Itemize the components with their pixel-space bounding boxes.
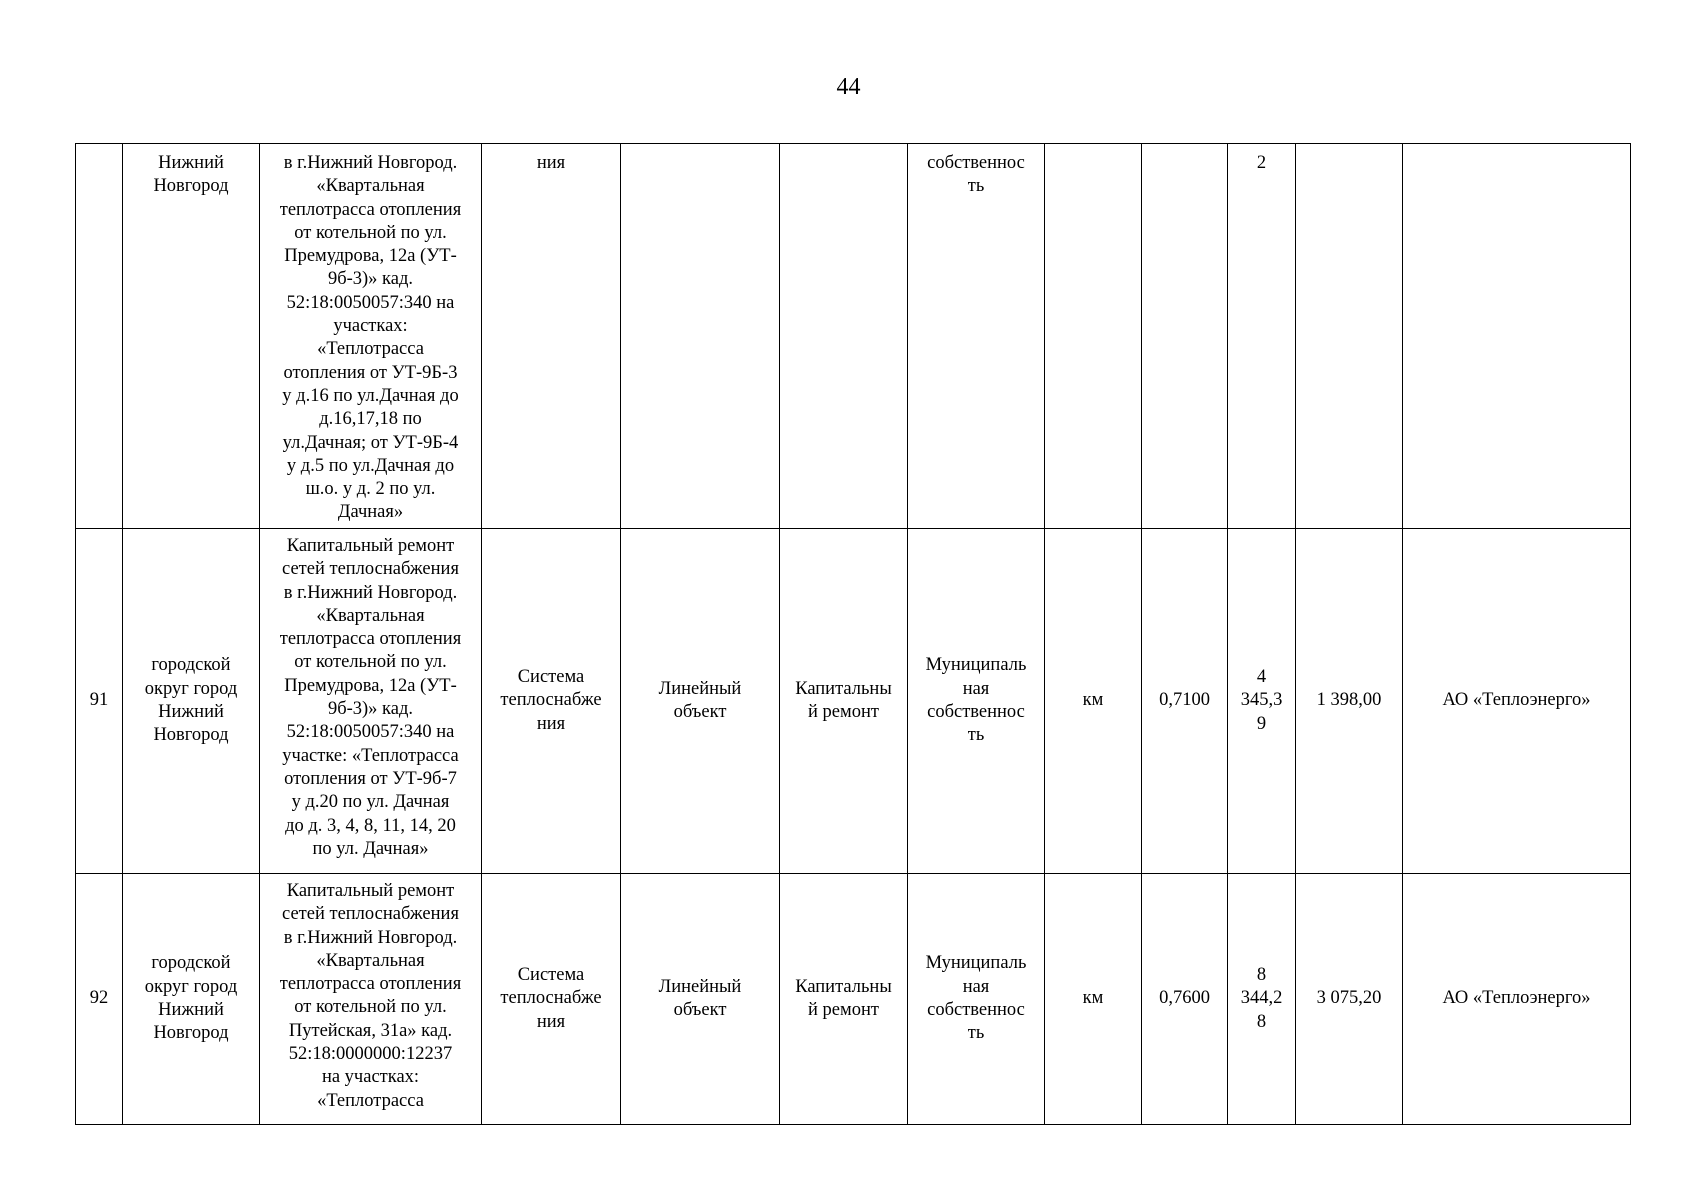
ownership-cell: собственнос ть [908, 144, 1045, 529]
length-cell: 0,7600 [1142, 874, 1228, 1125]
organization-cell: АО «Теплоэнерго» [1403, 874, 1631, 1125]
system-cell: Система теплоснабже ния [482, 874, 621, 1125]
cost-cell: 2 [1228, 144, 1296, 529]
municipality-cell: Нижний Новгород [123, 144, 260, 529]
work-type-cell [780, 144, 908, 529]
length-cell: 0,7100 [1142, 529, 1228, 874]
ownership-cell: Муниципаль ная собственнос ть [908, 529, 1045, 874]
table-row [76, 874, 1631, 1125]
municipality-cell: городской округ город Нижний Новгород [123, 529, 260, 874]
table-row [76, 144, 1631, 529]
description-cell: Капитальный ремонт сетей теплоснабжения в г.Нижний Новгород. «Квартальная теплотрасса отопления от котельной по ул. Путейская, 31а» кад. 52:18:0000000:12237 на участках: «Теплотрасса [260, 874, 482, 1125]
organization-cell [1403, 144, 1631, 529]
length-cell [1142, 144, 1228, 529]
cost-cell: 8 344,2 8 [1228, 874, 1296, 1125]
object-type-cell: Линейный объект [621, 874, 780, 1125]
description-cell: Капитальный ремонт сетей теплоснабжения в г.Нижний Новгород. «Квартальная теплотрасса отопления от котельной по ул. Премудрова, 12а (УТ- 9б-3)» кад. 52:18:0050057:340 на участке: «Теплотрасса отопления от УТ-9б-7 у д.20 по ул. Дачная до д. 3, 4, 8, 11, 14, 20 по ул. Дачная» [260, 529, 482, 874]
work-type-cell: Капитальны й ремонт [780, 529, 908, 874]
object-type-cell [621, 144, 780, 529]
row-number-cell [76, 144, 123, 529]
work-type-cell: Капитальны й ремонт [780, 874, 908, 1125]
cost2-cell: 1 398,00 [1296, 529, 1403, 874]
cost-cell: 4 345,3 9 [1228, 529, 1296, 874]
ownership-cell: Муниципаль ная собственнос ть [908, 874, 1045, 1125]
organization-cell: АО «Теплоэнерго» [1403, 529, 1631, 874]
unit-cell: км [1045, 874, 1142, 1125]
municipality-cell: городской округ город Нижний Новгород [123, 874, 260, 1125]
page-number: 44 [836, 74, 861, 100]
unit-cell [1045, 144, 1142, 529]
system-cell: Система теплоснабже ния [482, 529, 621, 874]
system-cell: ния [482, 144, 621, 529]
row-number-cell: 92 [76, 874, 123, 1125]
data-table [75, 143, 1631, 1125]
unit-cell: км [1045, 529, 1142, 874]
object-type-cell: Линейный объект [621, 529, 780, 874]
description-cell: в г.Нижний Новгород. «Квартальная теплотрасса отопления от котельной по ул. Премудрова, 12а (УТ- 9б-3)» кад. 52:18:0050057:340 на участках: «Теплотрасса отопления от УТ-9Б-3 у д.16 по ул.Дачная до д.16,17,18 по ул.Дачная; от УТ-9Б-4 у д.5 по ул.Дачная до ш.о. у д. 2 по ул. Дачная» [260, 144, 482, 529]
row-number-cell: 91 [76, 529, 123, 874]
cost2-cell [1296, 144, 1403, 529]
table-row [76, 529, 1631, 874]
cost2-cell: 3 075,20 [1296, 874, 1403, 1125]
